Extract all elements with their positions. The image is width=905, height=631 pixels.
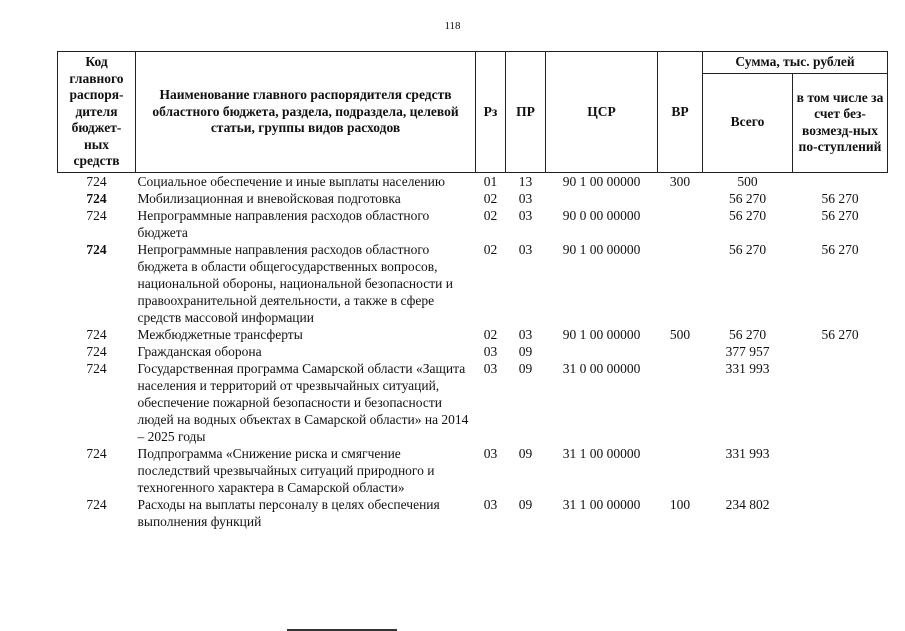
cell-total: 331 993	[725, 445, 770, 461]
table-row	[58, 172, 888, 190]
cell-name: Мобилизационная и вневойсковая подготовка	[137, 190, 401, 206]
cell-csr: 90 1 00 00000	[562, 326, 641, 342]
cell-rz: 03	[483, 360, 498, 376]
cell-rz: 02	[483, 326, 498, 342]
table-row	[58, 343, 888, 360]
header-pr: ПР	[506, 52, 546, 173]
cell-vr: 500	[669, 326, 691, 342]
cell-rz: 01	[483, 173, 498, 189]
cell-pr: 03	[518, 207, 533, 223]
cell-grant: 56 270	[821, 190, 859, 206]
cell-code: 724	[86, 326, 107, 342]
cell-csr: 90 1 00 00000	[562, 173, 641, 189]
cell-pr: 03	[518, 190, 533, 206]
cell-pr: 09	[518, 496, 533, 512]
cell-pr: 09	[518, 445, 533, 461]
cell-name: Социальное обеспечение и иные выплаты населению	[137, 173, 445, 189]
cell-csr: 90 0 00 00000	[562, 207, 641, 223]
table-row	[58, 496, 888, 530]
cell-vr	[658, 207, 703, 241]
cell-code: 724	[86, 207, 107, 223]
table-row	[58, 360, 888, 445]
cell-total: 56 270	[728, 241, 767, 257]
cell-name: Государственная программа Самарской области «Защита населения и территорий от чрезвычайных ситуаций, обеспечение пожарной безопасности и безопасности людей на водных объектах в Самарской области» на 2014 – 2025 годы	[137, 360, 469, 444]
cell-rz: 03	[483, 343, 498, 359]
cell-rz: 03	[483, 445, 498, 461]
table-row	[58, 207, 888, 241]
cell-code: 724	[86, 241, 107, 257]
cell-total: 331 993	[725, 360, 770, 376]
cell-pr: 13	[518, 173, 533, 189]
header-code: Код главного распоря-дителя бюджет-ных средств	[58, 52, 136, 173]
table-header	[58, 52, 888, 173]
cell-total: 500	[737, 173, 758, 189]
cell-pr: 09	[518, 360, 533, 376]
cell-code: 724	[86, 173, 107, 189]
cell-total: 234 802	[725, 496, 770, 512]
header-total: Всего	[703, 73, 793, 172]
cell-grant	[793, 172, 888, 190]
cell-pr: 09	[518, 343, 533, 359]
cell-vr	[658, 190, 703, 207]
cell-code: 724	[86, 343, 107, 359]
header-grant: в том числе за счет без-возмезд-ных по-ступлений	[793, 73, 888, 172]
header-rz: Рз	[476, 52, 506, 173]
cell-rz: 03	[483, 496, 498, 512]
cell-grant	[793, 496, 888, 530]
header-sum: Сумма, тыс. рублей	[703, 52, 888, 74]
cell-code: 724	[86, 496, 107, 512]
cell-csr: 31 0 00 00000	[562, 360, 641, 376]
cell-csr: 90 1 00 00000	[562, 241, 641, 257]
cell-vr	[658, 343, 703, 360]
cell-csr: 31 1 00 00000	[562, 445, 641, 461]
cell-csr	[546, 343, 658, 360]
table-row	[58, 241, 888, 326]
cell-vr: 100	[669, 496, 691, 512]
cell-vr	[658, 445, 703, 496]
cell-rz: 02	[483, 190, 498, 206]
table-row	[58, 190, 888, 207]
cell-vr: 300	[669, 173, 691, 189]
cell-grant: 56 270	[821, 207, 859, 223]
budget-table	[57, 51, 888, 530]
table-row	[58, 445, 888, 496]
cell-grant	[793, 445, 888, 496]
cell-rz: 02	[483, 207, 498, 223]
cell-total: 56 270	[728, 326, 767, 342]
cell-name: Расходы на выплаты персоналу в целях обеспечения выполнения функций	[137, 496, 440, 529]
cell-name: Межбюджетные трансферты	[137, 326, 303, 342]
cell-grant	[793, 360, 888, 445]
table-body	[58, 172, 888, 530]
page-number: 118	[444, 20, 461, 32]
cell-grant	[793, 343, 888, 360]
cell-name: Гражданская оборона	[137, 343, 262, 359]
cell-name: Непрограммные направления расходов областного бюджета в области общегосударственных вопросов, национальной обороны, национальной безопасности и правоохранительной деятельности, а также в сфере средств массовой информации	[137, 241, 453, 325]
header-csr: ЦСР	[546, 52, 658, 173]
cell-total: 377 957	[725, 343, 770, 359]
cell-vr	[658, 241, 703, 326]
cell-grant: 56 270	[821, 241, 859, 257]
cell-rz: 02	[483, 241, 498, 257]
cell-code: 724	[86, 445, 107, 461]
cell-name: Непрограммные направления расходов областного бюджета	[137, 207, 430, 240]
cell-pr: 03	[518, 326, 533, 342]
header-name: Наименование главного распорядителя средств областного бюджета, раздела, подраздела, целевой статьи, группы видов расходов	[136, 52, 476, 173]
table-row	[58, 326, 888, 343]
cell-csr: 31 1 00 00000	[562, 496, 641, 512]
cell-code: 724	[86, 360, 107, 376]
cell-total: 56 270	[728, 190, 767, 206]
cell-csr	[546, 190, 658, 207]
cell-vr	[658, 360, 703, 445]
header-vr: ВР	[658, 52, 703, 173]
cell-pr: 03	[518, 241, 533, 257]
cell-code: 724	[86, 190, 107, 206]
cell-grant: 56 270	[821, 326, 859, 342]
cell-name: Подпрограмма «Снижение риска и смягчение последствий чрезвычайных ситуаций природного и техногенного характера в Самарской области»	[137, 445, 435, 495]
cell-total: 56 270	[728, 207, 767, 223]
